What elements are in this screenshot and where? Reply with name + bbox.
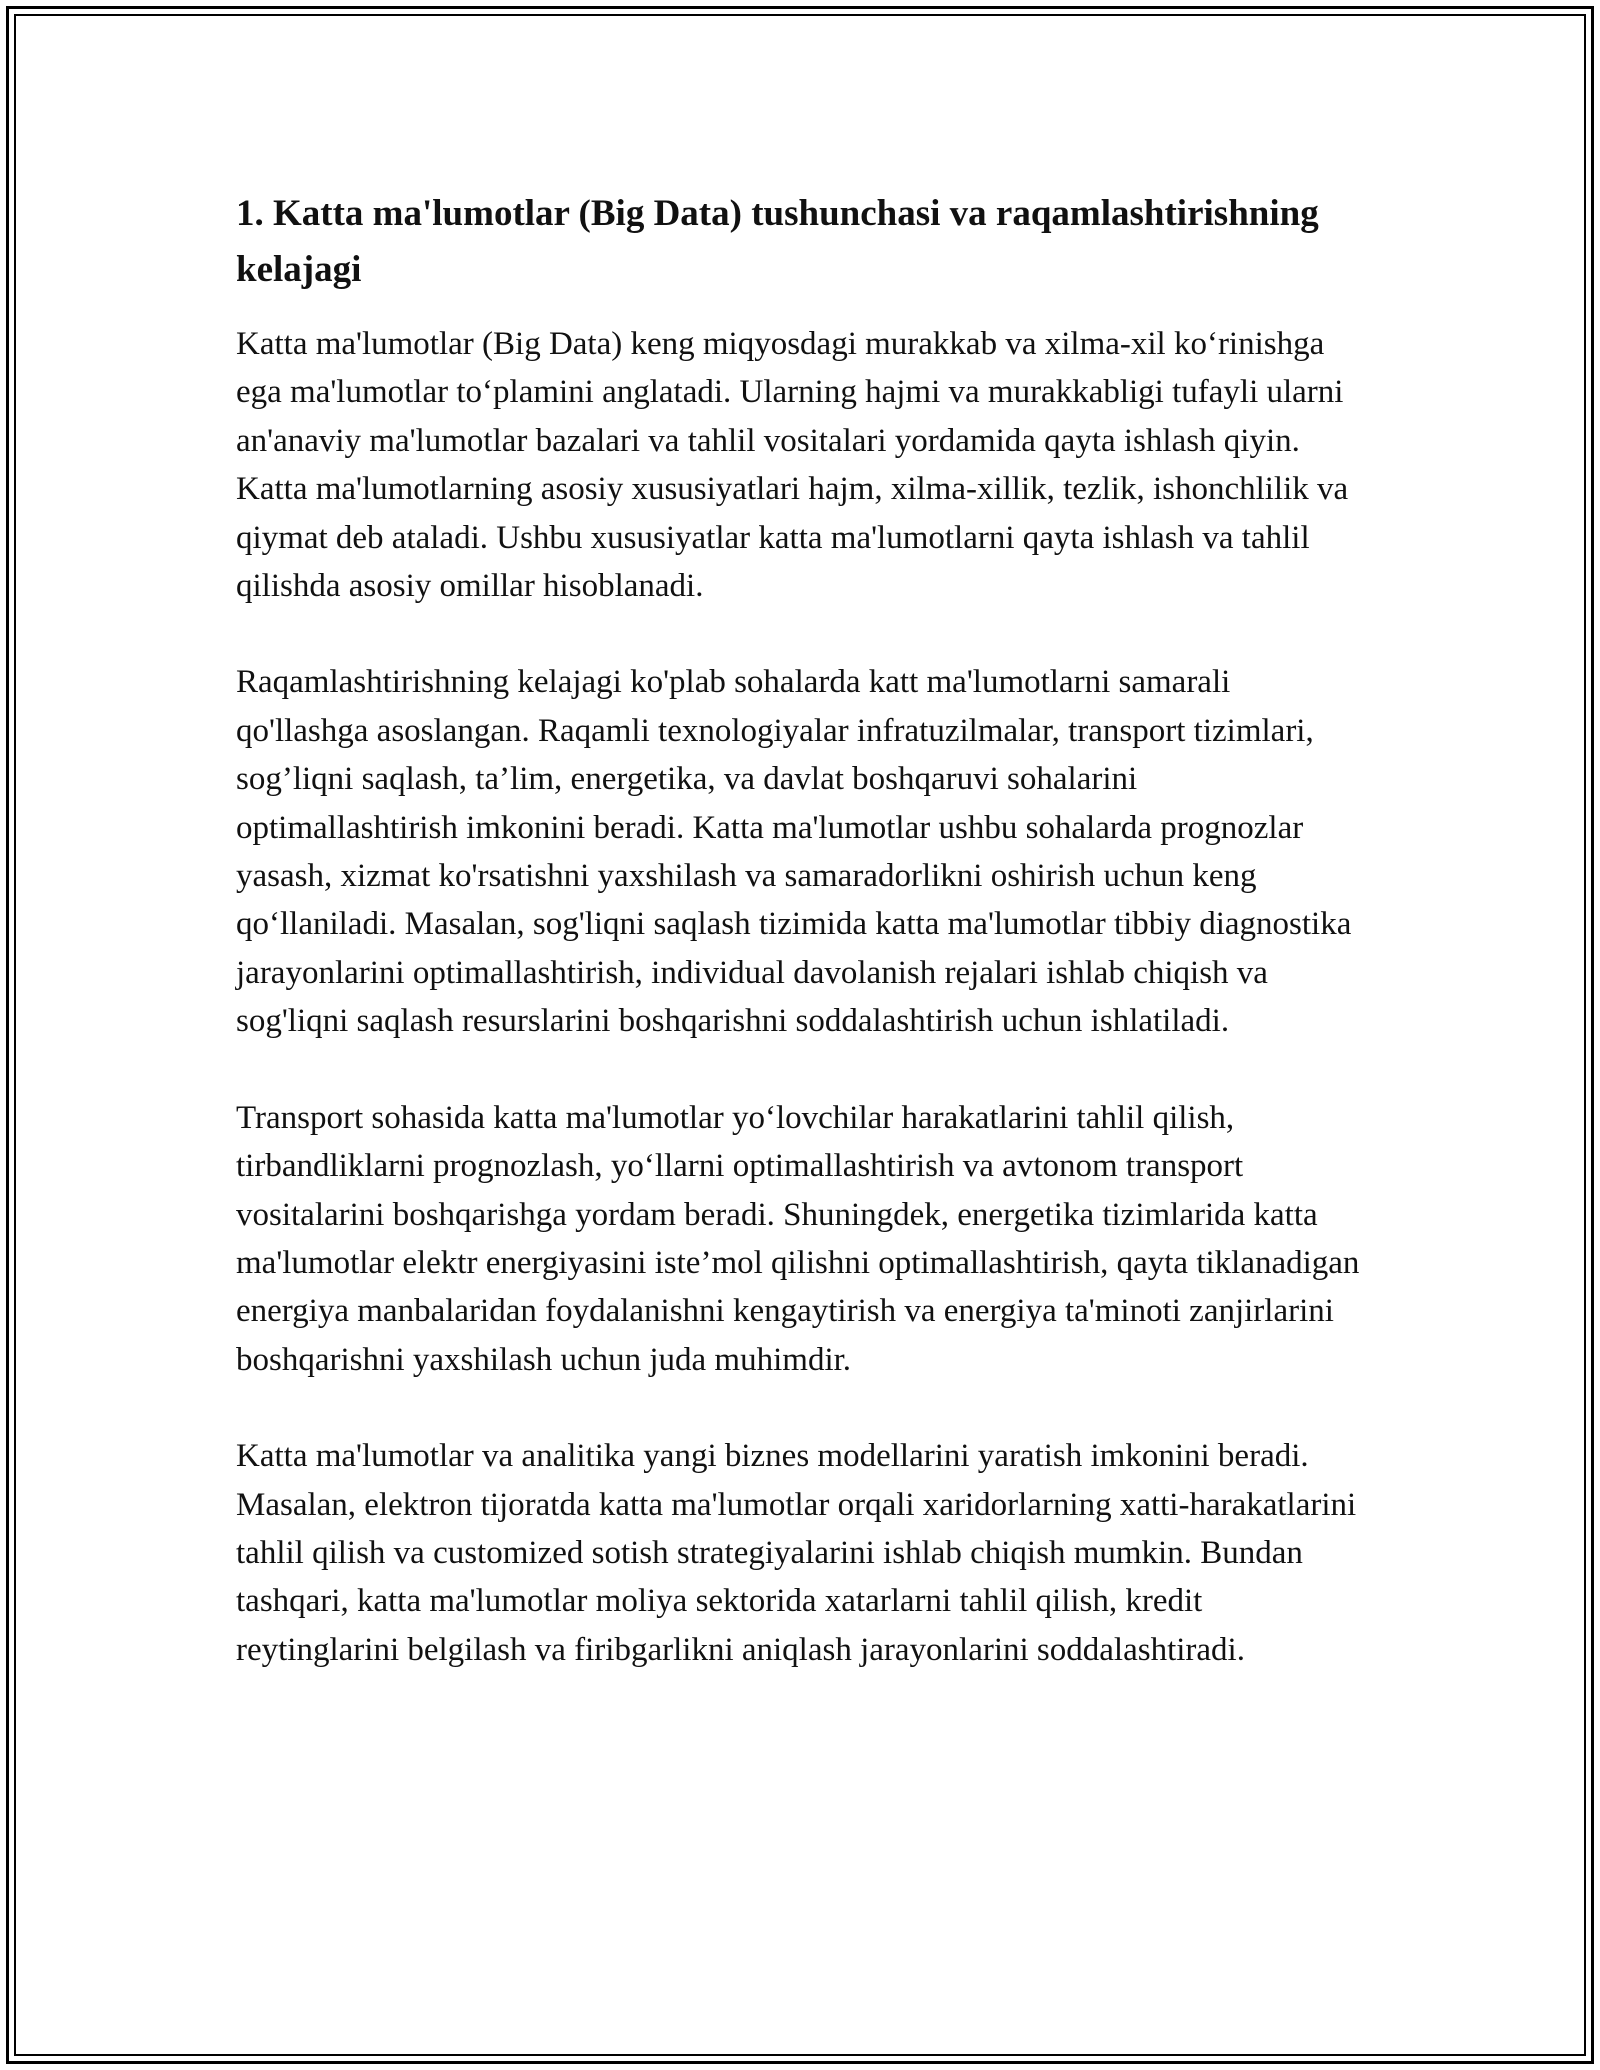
paragraph-big-data-definition: Katta ma'lumotlar (Big Data) keng miqyosdagi murakkab va xilma-xil ko‘rinishga ega ma'lumotlar to‘plamini anglatadi. Ularning hajmi va murakkabligi tufayli ularni an'anaviy ma'lumotlar bazalari va tahlil vositalari yordamida qayta ishlash qiyin. Katta ma'lumotlarning asosiy xususiyatlari hajm, xilma-xillik, tezlik, ishonchlilik va qiymat deb ataladi. Ushbu xususiyatlar katta ma'lumotlarni qayta ishlash va tahlil qilishda asosiy omillar hisoblanadi. — [236, 326, 1349, 605]
paragraph-transport-energy: Transport sohasida katta ma'lumotlar yo‘lovchilar harakatlarini tahlil qilish, tirbandliklarni prognozlash, yo‘llarni optimallashtirish va avtonom transport vositalarini boshqarishga yordam beradi. Shuningdek, energetika tizimlarida katta ma'lumotlar elektr energiyasini iste’mol qilishni optimallashtirish, qayta tiklanadigan energiya manbalaridan foydalanishni kengaytirish va energiya ta'minoti zanjirlarini boshqarishni yaxshilash uchun juda muhimdir. — [236, 1099, 1360, 1378]
paragraph-business-models: Katta ma'lumotlar va analitika yangi biznes modellarini yaratish imkonini beradi. Masalan, elektron tijoratda katta ma'lumotlar orqali xaridorlarning xatti-harakatlarini tahlil qilish va customized sotish strategiyalarini ishlab chiqish mumkin. Bundan tashqari, katta ma'lumotlar moliya sektorida xatarlarni tahlil qilish, kredit reytinglarini belgilash va firibgarlikni aniqlash jarayonlarini soddalashtiradi. — [236, 1438, 1357, 1668]
section-title: 1. Katta ma'lumotlar (Big Data) tushunchasi va raqamlashtirishning kelajagi — [236, 193, 1319, 290]
paragraph-digitalization-future: Raqamlashtirishning kelajagi ko'plab sohalarda katt ma'lumotlarni samarali qo'llashga asoslangan. Raqamli texnologiyalar infratuzilmalar, transport tizimlari, sog’liqni saqlash, ta’lim, energetika, va davlat boshqaruvi sohalarini optimallashtirish imkonini beradi. Katta ma'lumotlar ushbu sohalarda prognozlar yasash, xizmat ko'rsatishni yaxshilash va samaradorlikni oshirish uchun keng qo‘llaniladi. Masalan, sog'liqni saqlash tizimida katta ma'lumotlar tibbiy diagnostika jarayonlarini optimallashtirish, individual davolanish rejalari ishlab chiqish va sog'liqni saqlash resurslarini boshqarishni soddalashtirish uchun ishlatiladi. — [236, 664, 1352, 1040]
document-body — [236, 186, 1366, 1722]
